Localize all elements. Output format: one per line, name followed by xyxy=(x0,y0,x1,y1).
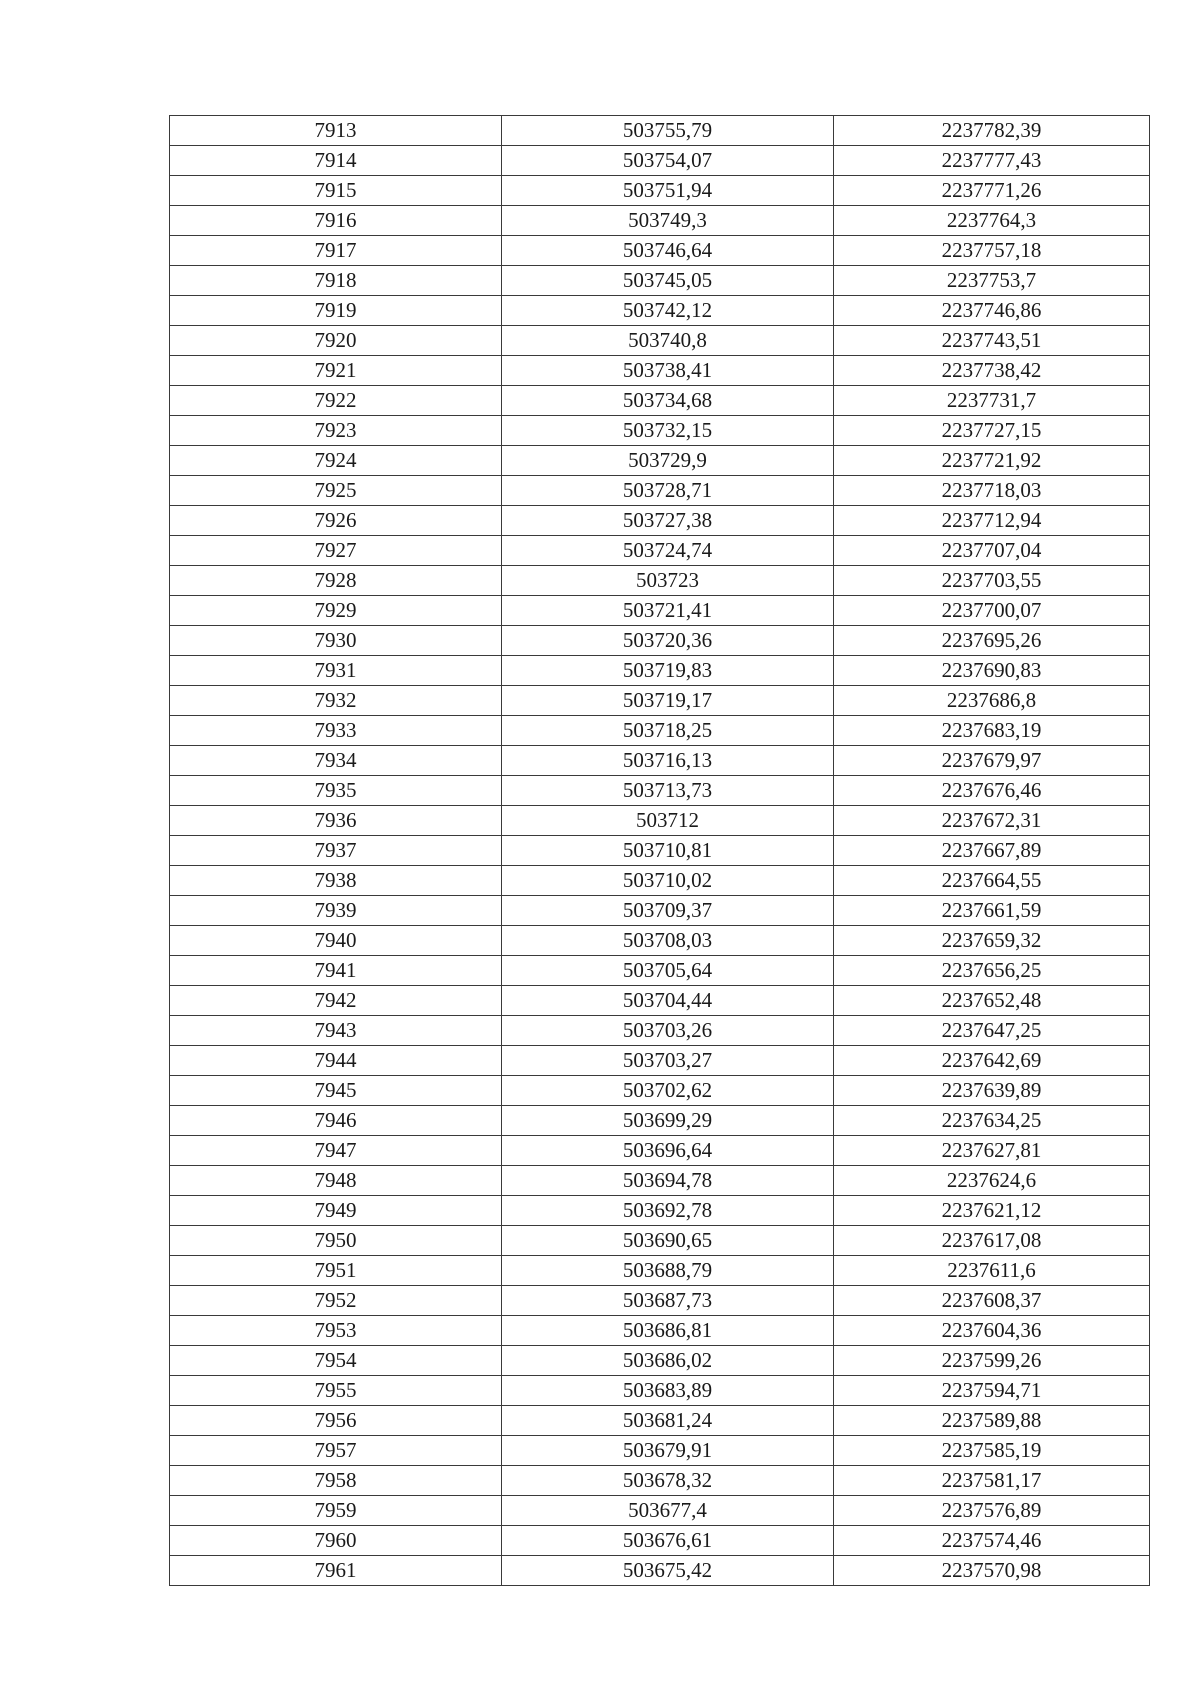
y-coordinate-cell: 2237581,17 xyxy=(834,1466,1150,1496)
y-coordinate-cell: 2237721,92 xyxy=(834,446,1150,476)
x-coordinate-cell: 503687,73 xyxy=(502,1286,834,1316)
table-row xyxy=(170,1166,1150,1196)
table-row xyxy=(170,146,1150,176)
table-row xyxy=(170,776,1150,806)
point-number-cell: 7946 xyxy=(170,1106,502,1136)
table-row xyxy=(170,476,1150,506)
y-coordinate-cell: 2237695,26 xyxy=(834,626,1150,656)
y-coordinate-cell: 2237611,6 xyxy=(834,1256,1150,1286)
table-row xyxy=(170,296,1150,326)
table-row xyxy=(170,446,1150,476)
point-number-cell: 7953 xyxy=(170,1316,502,1346)
point-number-cell: 7919 xyxy=(170,296,502,326)
table-row xyxy=(170,506,1150,536)
x-coordinate-cell: 503712 xyxy=(502,806,834,836)
x-coordinate-cell: 503742,12 xyxy=(502,296,834,326)
x-coordinate-cell: 503686,02 xyxy=(502,1346,834,1376)
table-row xyxy=(170,836,1150,866)
table-row xyxy=(170,1046,1150,1076)
table-row xyxy=(170,326,1150,356)
table-row xyxy=(170,1496,1150,1526)
point-number-cell: 7940 xyxy=(170,926,502,956)
x-coordinate-cell: 503710,02 xyxy=(502,866,834,896)
y-coordinate-cell: 2237570,98 xyxy=(834,1556,1150,1586)
x-coordinate-cell: 503745,05 xyxy=(502,266,834,296)
y-coordinate-cell: 2237634,25 xyxy=(834,1106,1150,1136)
table-row xyxy=(170,1466,1150,1496)
y-coordinate-cell: 2237712,94 xyxy=(834,506,1150,536)
y-coordinate-cell: 2237743,51 xyxy=(834,326,1150,356)
y-coordinate-cell: 2237576,89 xyxy=(834,1496,1150,1526)
table-row xyxy=(170,716,1150,746)
point-number-cell: 7937 xyxy=(170,836,502,866)
table-row xyxy=(170,1526,1150,1556)
table-row xyxy=(170,1016,1150,1046)
point-number-cell: 7959 xyxy=(170,1496,502,1526)
x-coordinate-cell: 503688,79 xyxy=(502,1256,834,1286)
table-row xyxy=(170,116,1150,146)
table-row xyxy=(170,1316,1150,1346)
point-number-cell: 7933 xyxy=(170,716,502,746)
table-row xyxy=(170,1076,1150,1106)
point-number-cell: 7957 xyxy=(170,1436,502,1466)
y-coordinate-cell: 2237690,83 xyxy=(834,656,1150,686)
point-number-cell: 7923 xyxy=(170,416,502,446)
y-coordinate-cell: 2237599,26 xyxy=(834,1346,1150,1376)
x-coordinate-cell: 503703,26 xyxy=(502,1016,834,1046)
y-coordinate-cell: 2237718,03 xyxy=(834,476,1150,506)
x-coordinate-cell: 503710,81 xyxy=(502,836,834,866)
table-row xyxy=(170,866,1150,896)
point-number-cell: 7927 xyxy=(170,536,502,566)
x-coordinate-cell: 503675,42 xyxy=(502,1556,834,1586)
x-coordinate-cell: 503702,62 xyxy=(502,1076,834,1106)
y-coordinate-cell: 2237604,36 xyxy=(834,1316,1150,1346)
point-number-cell: 7915 xyxy=(170,176,502,206)
y-coordinate-cell: 2237608,37 xyxy=(834,1286,1150,1316)
y-coordinate-cell: 2237746,86 xyxy=(834,296,1150,326)
y-coordinate-cell: 2237707,04 xyxy=(834,536,1150,566)
x-coordinate-cell: 503754,07 xyxy=(502,146,834,176)
point-number-cell: 7922 xyxy=(170,386,502,416)
point-number-cell: 7958 xyxy=(170,1466,502,1496)
y-coordinate-cell: 2237639,89 xyxy=(834,1076,1150,1106)
point-number-cell: 7925 xyxy=(170,476,502,506)
x-coordinate-cell: 503734,68 xyxy=(502,386,834,416)
x-coordinate-cell: 503686,81 xyxy=(502,1316,834,1346)
point-number-cell: 7951 xyxy=(170,1256,502,1286)
point-number-cell: 7931 xyxy=(170,656,502,686)
coordinates-table xyxy=(169,115,1150,1586)
point-number-cell: 7956 xyxy=(170,1406,502,1436)
y-coordinate-cell: 2237757,18 xyxy=(834,236,1150,266)
point-number-cell: 7960 xyxy=(170,1526,502,1556)
table-row xyxy=(170,176,1150,206)
y-coordinate-cell: 2237771,26 xyxy=(834,176,1150,206)
y-coordinate-cell: 2237659,32 xyxy=(834,926,1150,956)
y-coordinate-cell: 2237667,89 xyxy=(834,836,1150,866)
point-number-cell: 7914 xyxy=(170,146,502,176)
x-coordinate-cell: 503719,17 xyxy=(502,686,834,716)
y-coordinate-cell: 2237652,48 xyxy=(834,986,1150,1016)
y-coordinate-cell: 2237686,8 xyxy=(834,686,1150,716)
table-row xyxy=(170,686,1150,716)
x-coordinate-cell: 503719,83 xyxy=(502,656,834,686)
point-number-cell: 7932 xyxy=(170,686,502,716)
x-coordinate-cell: 503690,65 xyxy=(502,1226,834,1256)
table-row xyxy=(170,956,1150,986)
y-coordinate-cell: 2237727,15 xyxy=(834,416,1150,446)
table-row xyxy=(170,1106,1150,1136)
table-row xyxy=(170,596,1150,626)
x-coordinate-cell: 503677,4 xyxy=(502,1496,834,1526)
x-coordinate-cell: 503723 xyxy=(502,566,834,596)
table-row xyxy=(170,266,1150,296)
x-coordinate-cell: 503729,9 xyxy=(502,446,834,476)
x-coordinate-cell: 503721,41 xyxy=(502,596,834,626)
point-number-cell: 7944 xyxy=(170,1046,502,1076)
x-coordinate-cell: 503683,89 xyxy=(502,1376,834,1406)
table-row xyxy=(170,746,1150,776)
y-coordinate-cell: 2237683,19 xyxy=(834,716,1150,746)
table-row xyxy=(170,1196,1150,1226)
y-coordinate-cell: 2237764,3 xyxy=(834,206,1150,236)
y-coordinate-cell: 2237672,31 xyxy=(834,806,1150,836)
x-coordinate-cell: 503716,13 xyxy=(502,746,834,776)
table-row xyxy=(170,1136,1150,1166)
x-coordinate-cell: 503751,94 xyxy=(502,176,834,206)
point-number-cell: 7930 xyxy=(170,626,502,656)
point-number-cell: 7920 xyxy=(170,326,502,356)
point-number-cell: 7936 xyxy=(170,806,502,836)
table-row xyxy=(170,386,1150,416)
table-row xyxy=(170,1226,1150,1256)
point-number-cell: 7934 xyxy=(170,746,502,776)
x-coordinate-cell: 503718,25 xyxy=(502,716,834,746)
x-coordinate-cell: 503676,61 xyxy=(502,1526,834,1556)
table-row xyxy=(170,926,1150,956)
table-row xyxy=(170,1346,1150,1376)
x-coordinate-cell: 503681,24 xyxy=(502,1406,834,1436)
x-coordinate-cell: 503713,73 xyxy=(502,776,834,806)
x-coordinate-cell: 503678,32 xyxy=(502,1466,834,1496)
point-number-cell: 7926 xyxy=(170,506,502,536)
table-row xyxy=(170,656,1150,686)
point-number-cell: 7942 xyxy=(170,986,502,1016)
point-number-cell: 7949 xyxy=(170,1196,502,1226)
table-row xyxy=(170,986,1150,1016)
y-coordinate-cell: 2237642,69 xyxy=(834,1046,1150,1076)
x-coordinate-cell: 503720,36 xyxy=(502,626,834,656)
y-coordinate-cell: 2237703,55 xyxy=(834,566,1150,596)
table-row xyxy=(170,1436,1150,1466)
x-coordinate-cell: 503696,64 xyxy=(502,1136,834,1166)
point-number-cell: 7939 xyxy=(170,896,502,926)
point-number-cell: 7961 xyxy=(170,1556,502,1586)
x-coordinate-cell: 503709,37 xyxy=(502,896,834,926)
point-number-cell: 7950 xyxy=(170,1226,502,1256)
x-coordinate-cell: 503724,74 xyxy=(502,536,834,566)
x-coordinate-cell: 503740,8 xyxy=(502,326,834,356)
y-coordinate-cell: 2237664,55 xyxy=(834,866,1150,896)
table-row xyxy=(170,896,1150,926)
x-coordinate-cell: 503755,79 xyxy=(502,116,834,146)
y-coordinate-cell: 2237700,07 xyxy=(834,596,1150,626)
point-number-cell: 7917 xyxy=(170,236,502,266)
x-coordinate-cell: 503703,27 xyxy=(502,1046,834,1076)
point-number-cell: 7943 xyxy=(170,1016,502,1046)
y-coordinate-cell: 2237679,97 xyxy=(834,746,1150,776)
y-coordinate-cell: 2237574,46 xyxy=(834,1526,1150,1556)
y-coordinate-cell: 2237661,59 xyxy=(834,896,1150,926)
table-row xyxy=(170,566,1150,596)
table-row xyxy=(170,1406,1150,1436)
table-row xyxy=(170,806,1150,836)
x-coordinate-cell: 503704,44 xyxy=(502,986,834,1016)
x-coordinate-cell: 503728,71 xyxy=(502,476,834,506)
table-row xyxy=(170,626,1150,656)
point-number-cell: 7929 xyxy=(170,596,502,626)
y-coordinate-cell: 2237782,39 xyxy=(834,116,1150,146)
x-coordinate-cell: 503738,41 xyxy=(502,356,834,386)
point-number-cell: 7935 xyxy=(170,776,502,806)
y-coordinate-cell: 2237753,7 xyxy=(834,266,1150,296)
y-coordinate-cell: 2237731,7 xyxy=(834,386,1150,416)
point-number-cell: 7918 xyxy=(170,266,502,296)
y-coordinate-cell: 2237594,71 xyxy=(834,1376,1150,1406)
x-coordinate-cell: 503749,3 xyxy=(502,206,834,236)
point-number-cell: 7938 xyxy=(170,866,502,896)
y-coordinate-cell: 2237656,25 xyxy=(834,956,1150,986)
point-number-cell: 7947 xyxy=(170,1136,502,1166)
table-row xyxy=(170,1256,1150,1286)
x-coordinate-cell: 503727,38 xyxy=(502,506,834,536)
table-row xyxy=(170,356,1150,386)
x-coordinate-cell: 503708,03 xyxy=(502,926,834,956)
x-coordinate-cell: 503679,91 xyxy=(502,1436,834,1466)
y-coordinate-cell: 2237738,42 xyxy=(834,356,1150,386)
y-coordinate-cell: 2237617,08 xyxy=(834,1226,1150,1256)
table-row xyxy=(170,1376,1150,1406)
table-row xyxy=(170,236,1150,266)
y-coordinate-cell: 2237589,88 xyxy=(834,1406,1150,1436)
point-number-cell: 7928 xyxy=(170,566,502,596)
y-coordinate-cell: 2237624,6 xyxy=(834,1166,1150,1196)
x-coordinate-cell: 503746,64 xyxy=(502,236,834,266)
point-number-cell: 7945 xyxy=(170,1076,502,1106)
point-number-cell: 7916 xyxy=(170,206,502,236)
x-coordinate-cell: 503692,78 xyxy=(502,1196,834,1226)
y-coordinate-cell: 2237777,43 xyxy=(834,146,1150,176)
y-coordinate-cell: 2237627,81 xyxy=(834,1136,1150,1166)
y-coordinate-cell: 2237647,25 xyxy=(834,1016,1150,1046)
table-row xyxy=(170,536,1150,566)
x-coordinate-cell: 503699,29 xyxy=(502,1106,834,1136)
coordinates-table-body xyxy=(170,116,1150,1586)
table-row xyxy=(170,416,1150,446)
table-row xyxy=(170,206,1150,236)
x-coordinate-cell: 503694,78 xyxy=(502,1166,834,1196)
point-number-cell: 7948 xyxy=(170,1166,502,1196)
point-number-cell: 7952 xyxy=(170,1286,502,1316)
table-row xyxy=(170,1286,1150,1316)
point-number-cell: 7924 xyxy=(170,446,502,476)
table-row xyxy=(170,1556,1150,1586)
y-coordinate-cell: 2237676,46 xyxy=(834,776,1150,806)
point-number-cell: 7941 xyxy=(170,956,502,986)
point-number-cell: 7955 xyxy=(170,1376,502,1406)
point-number-cell: 7913 xyxy=(170,116,502,146)
point-number-cell: 7921 xyxy=(170,356,502,386)
y-coordinate-cell: 2237621,12 xyxy=(834,1196,1150,1226)
y-coordinate-cell: 2237585,19 xyxy=(834,1436,1150,1466)
x-coordinate-cell: 503705,64 xyxy=(502,956,834,986)
x-coordinate-cell: 503732,15 xyxy=(502,416,834,446)
point-number-cell: 7954 xyxy=(170,1346,502,1376)
